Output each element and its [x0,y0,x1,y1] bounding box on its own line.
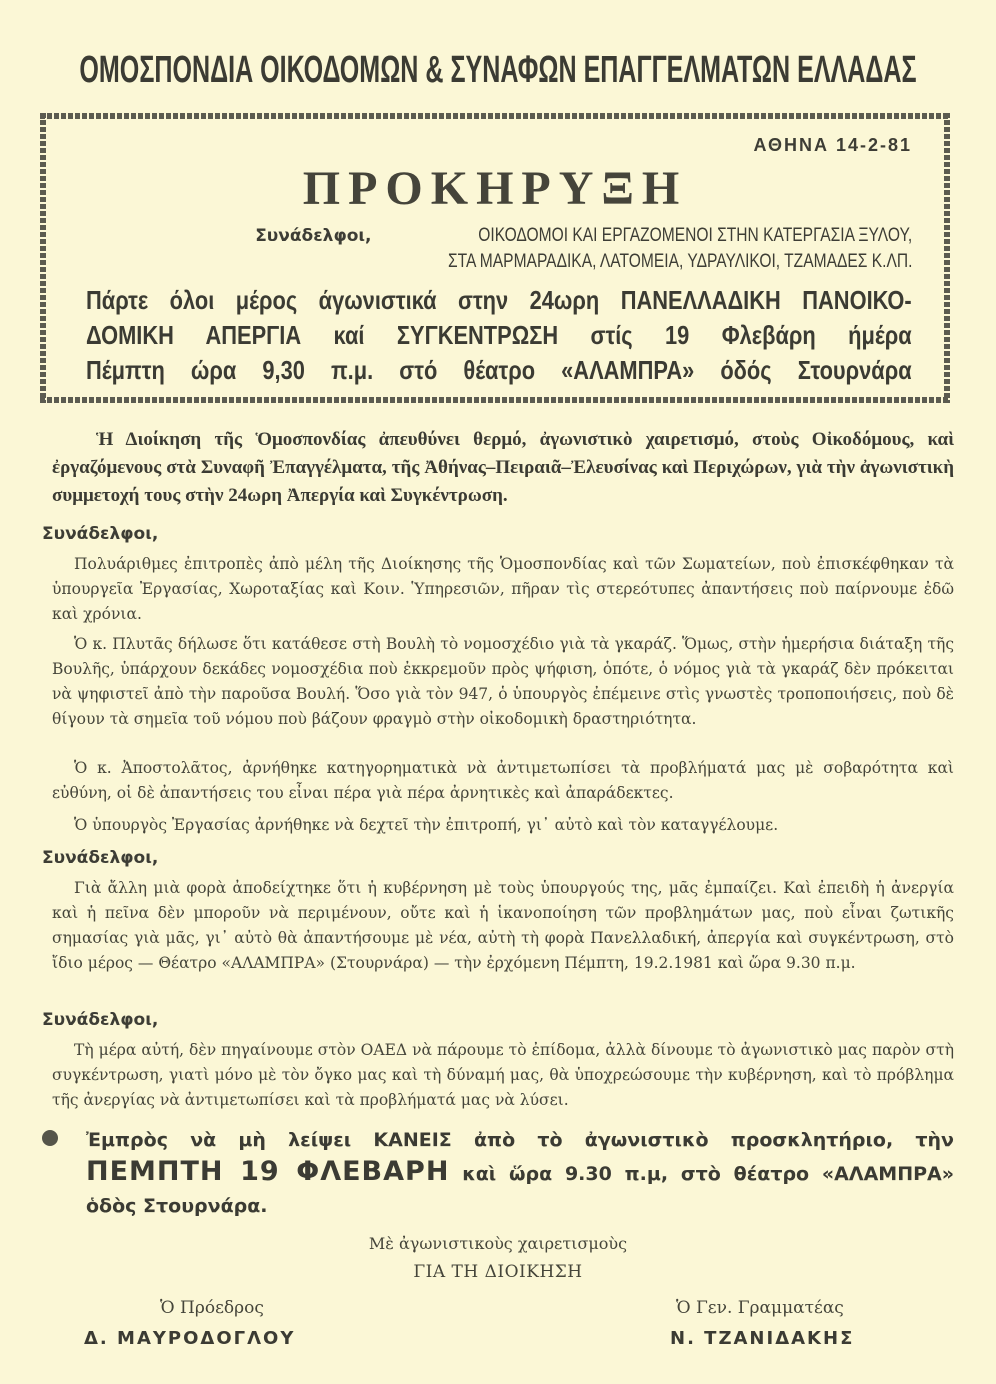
addressees-line-1: ΟΙΚΟΔΟΜΟΙ ΚΑΙ ΕΡΓΑΖΟΜΕΝΟΙ ΣΤΗΝ ΚΑΤΕΡΓΑΣΙΑ ΞΥΛΟΥ, [478,225,912,246]
body-paragraph: Τὴ μέρα αὐτή, δὲν πηγαίνουμε στὸν ΟΑΕΔ νὰ πάρουμε τὸ ἐπίδομα, ἀλλὰ δίνουμε τὸ ἀγωνιστικὸ μας παρὸν στὴ συγκέντρωση, γιατὶ μόνο μὲ τὸν ὄγκο μας καὶ τὴ δύναμή μας, θὰ ὑποχρεώσουμε τὴν κυβέρνηση, καὶ τὸ πρόβλημα τῆς ἀνεργίας νὰ ἀντιμετωπίσει καὶ τὰ προβλήματά μας νὰ λύσει. [52,1041,954,1109]
signature-on-behalf: ΓΙΑ ΤΗ ΔΙΟΙΚΗΣΗ [413,1262,583,1282]
body-paragraph: Ὁ κ. Ἀποστολᾶτος, ἀρνήθηκε κατηγορηματικὰ νὰ ἀντιμετωπίσει τὰ προβλήματά μας μὲ σοβαρότητα καὶ εὐθύνη, οἱ δὲ ἀπαντήσεις του εἶναι πέρα γιὰ πέρα ἀρνητικὲς καὶ ἀπαράδεκτες. [52,759,954,802]
section-heading: Συνάδελφοι, [42,848,159,868]
dotted-border-top [40,113,950,119]
strike-call-line: Πέμπτη ώρα 9,30 π.μ. στό θέατρο «ΑΛΑΜΠΡΑ» όδός Στουρνάρα [86,355,912,385]
secretary-role: Ὁ Γεν. Γραμματέας [676,1298,844,1318]
closing-call-text [86,1124,954,1222]
organization-title-text: ΟΜΟΣΠΟΝΔΙΑ ΟΙΚΟΔΟΜΩΝ & ΣΥΝΑΦΩΝ ΕΠΑΓΓΕΛΜΑΤΩΝ ΕΛΛΑΔΑΣ [79,49,917,91]
dotted-border-left [40,113,46,403]
president-name: Δ. ΜΑΥΡΟΔΟΓΛΟΥ [84,1328,296,1349]
strike-call-line: ΔΟΜΙΚΗ ΑΠΕΡΓΙΑ καί ΣΥΓΚΕΝΤΡΩΣΗ στίς 19 Φλεβάρη ήμέρα [86,320,912,350]
notice-date: ΑΘΗΝΑ 14-2-81 [753,135,912,155]
closing-part-1: Ἐμπρὸς νὰ μὴ λείψει ΚΑΝΕΙΣ ἀπὸ τὸ ἀγωνιστικὸ προσκλητήριο, τὴν [86,1129,954,1151]
closing-part-2: καὶ ὥρα 9.30 π.μ, στὸ θέατρο «ΑΛΑΜΠΡΑ» ὁδὸς Στουρνάρα. [86,1163,955,1217]
dotted-border-right [944,113,950,403]
strike-call [86,283,912,388]
section-heading: Συνάδελφοι, [42,524,159,544]
body-paragraph: Ὁ κ. Πλυτᾶς δήλωσε ὅτι κατάθεσε στὴ Βουλὴ τὸ νομοσχέδιο γιὰ τὰ γκαράζ. Ὅμως, στὴν ἡμερήσια διάταξη τῆς Βουλῆς, ὑπάρχουν δεκάδες νομοσχέδια ποὺ ἐκκρεμοῦν πρὸς ψήφιση, ὁπότε, ὁ νόμος γιὰ τὰ γκαράζ δὲν πρόκειται νὰ ψηφιστεῖ ἀπὸ τὴν παροῦσα Βουλή. Ὅσο γιὰ τὸν 947, ὁ ὑπουργὸς ἐπέμεινε στὶς γνωστὲς τροποποιήσεις, ποὺ δὲ θίγουν τὰ σημεῖα τοῦ νόμου ποὺ βάζουν φραγμὸ στὴν οἰκοδομικὴ δραστηριότητα. [52,635,954,728]
president-role: Ὁ Πρόεδρος [160,1298,264,1318]
strike-call-line: Πάρτε όλοι μέρος άγωνιστικά στην 24ωρη ΠΑΝΕΛΛΑΔΙΚΗ ΠΑΝΟΙΚΟ- [86,285,912,315]
intro-paragraph: Ἡ Διοίκηση τῆς Ὁμοσπονδίας ἀπευθύνει θερμό, ἀγωνιστικὸ χαιρετισμό, στοὺς Οἰκοδόμους, καὶ ἐργαζόμενους στὰ Συναφῆ Ἐπαγγέλματα, τῆς Ἀθήνας–Πειραιᾶ–Ἐλευσίνας καὶ Περιχώρων, γιὰ τὴν ἀγωνιστικὴ συμμετοχή τους στὴν 24ωρη Ἀπεργία καὶ Συγκέντρωση. [52,429,954,506]
addressees-lead: Συνάδελφοι, [255,226,372,246]
addressees-line-2: ΣΤΑ ΜΑΡΜΑΡΑΔΙΚΑ, ΛΑΤΟΜΕΙΑ, ΥΔΡΑΥΛΙΚΟΙ, ΤΖΑΜΑΔΕΣ Κ.ΛΠ. [447,251,912,272]
body-paragraph: Γιὰ ἄλλη μιὰ φορὰ ἀποδείχτηκε ὅτι ἡ κυβέρνηση μὲ τοὺς ὑπουργούς της, μᾶς ἐμπαίζει. Καὶ ἐπειδὴ ἡ ἀνεργία καὶ ἡ πεῖνα δὲν μποροῦν νὰ περιμένουν, οὔτε καὶ ἡ ἱκανοποίηση τῶν προβλημάτων μας, ποὺ εἶναι ζωτικῆς σημασίας γιὰ μᾶς, γι᾿ αὐτὸ θὰ ἀπαντήσουμε μὲ νέα, αὐτὴ τὴ φορὰ Πανελλαδική, ἀπεργία καὶ συγκέντρωση, στὸ ἴδιο μέρος — Θέατρο «ΑΛΑΜΠΡΑ» (Στουρνάρα) — τὴν ἐρχόμενη Πέμπτη, 19.2.1981 καὶ ὥρα 9.30 π.μ. [52,879,954,972]
bullet-icon [42,1130,58,1146]
addressees [86,223,912,275]
secretary-name: Ν. ΤΖΑΝΙΔΑΚΗΣ [670,1328,855,1349]
notice-title: ΠΡΟΚΗΡΥΞΗ [302,162,688,215]
organization-title [79,46,917,94]
notice-box [40,113,950,403]
dotted-border-bottom [40,397,950,403]
section-heading: Συνάδελφοι, [42,1010,159,1030]
signature-greeting: Μὲ ἀγωνιστικοὺς χαιρετισμοὺς [368,1234,628,1253]
closing-emphasis-date: ΠΕΜΠΤΗ 19 ΦΛΕΒΑΡΗ [86,1156,450,1187]
body-paragraph: Ὁ ὑπουργὸς Ἐργασίας ἀρνήθηκε νὰ δεχτεῖ τὴν ἐπιτροπή, γι᾿ αὐτὸ καὶ τὸν καταγγέλουμε. [74,816,779,834]
body-paragraph: Πολυάριθμες ἐπιτροπὲς ἀπὸ μέλη τῆς Διοίκησης τῆς Ὁμοσπονδίας καὶ τῶν Σωματείων, ποὺ ἐπισκέφθηκαν τὰ ὑπουργεῖα Ἐργασίας, Χωροταξίας καὶ Κοιν. Ὑπηρεσιῶν, πῆραν τὶς στερεότυπες ἀπαντήσεις ποὺ παίρνουμε ἐδῶ καὶ χρόνια. [52,555,954,623]
closing-call [42,1124,954,1222]
